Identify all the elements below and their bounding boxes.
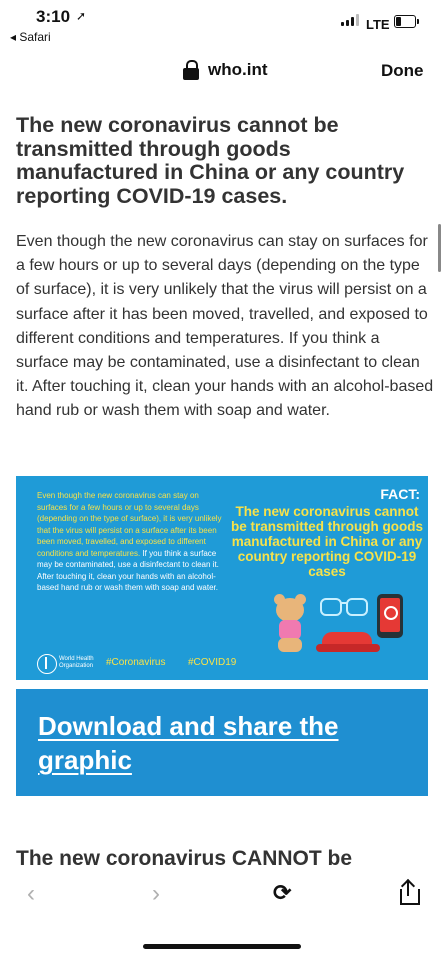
battery-icon [394, 15, 416, 28]
infographic-text-yellow: Even though the new coronavirus can stay on surfaces for a few hours or up to several days (depending on the type of surface), it is very unlikely that the virus will persist on a surface after its been been moved, travelled, and exposed to different conditions and temperatures. [37, 491, 222, 558]
infographic-image [16, 476, 428, 680]
next-section-heading: The new coronavirus CANNOT be [16, 847, 353, 870]
teddy-bear-icon [270, 594, 310, 656]
download-graphic-link[interactable]: Download and share the graphic [38, 711, 339, 775]
shoe-icon [316, 626, 380, 652]
reload-icon[interactable]: ⟳ [273, 880, 292, 905]
cellular-signal-icon [341, 14, 361, 26]
domain-label[interactable]: who.int [208, 60, 268, 79]
article-body: Even though the new coronavirus can stay on surfaces for a few hours or up to several days (depending on the type of surface), it is very unlikely that the virus will persist on a surface after it has been moved, travelled, and exposed to different conditions and temperatures. If you think a surface may be contaminated, use a disinfectant to clean it. After touching it, clean your hands with an alcohol-based hand rub or wash them with soap and water. [16, 233, 434, 420]
location-arrow-icon: ➚ [76, 9, 87, 23]
status-bar [0, 0, 444, 46]
hashtag-covid19: #COVID19 [188, 657, 237, 668]
infographic-body [37, 490, 229, 594]
web-content[interactable] [0, 96, 444, 876]
url-bar [0, 54, 444, 88]
share-icon[interactable] [398, 880, 420, 906]
network-type: LTE [366, 17, 390, 32]
forward-arrow-icon[interactable]: › [152, 880, 160, 907]
back-arrow-icon[interactable]: ‹ [27, 880, 35, 907]
download-panel [16, 689, 428, 796]
hashtag-coronavirus: #Coronavirus [106, 657, 166, 668]
lock-icon [183, 60, 199, 80]
done-button[interactable]: Done [381, 61, 424, 80]
glasses-icon [320, 594, 368, 616]
fact-text: The new coronavirus cannot be transmitted through goods manufactured in China or any country reporting COVID-19 cases [231, 504, 423, 579]
scrollbar[interactable] [438, 224, 441, 272]
clock: 3:10 [36, 7, 71, 26]
org-name: World Health Organization [59, 656, 94, 669]
browser-toolbar [0, 876, 444, 960]
infographic-text-white: If you think a surface may be contaminated, use a disinfectant to clean it. After touching it, clean your hands with an alcohol-based hand rub or wash them with soap and water. [37, 548, 219, 592]
back-to-app-link[interactable]: ◂ Safari [10, 30, 51, 44]
home-indicator[interactable] [143, 944, 301, 949]
fact-label: FACT: [380, 486, 420, 502]
who-logo-icon [37, 654, 57, 674]
article-title: The new coronavirus cannot be transmitted through goods manufactured in China or any country reporting COVID-19 cases. [16, 113, 405, 208]
smartphone-icon [377, 594, 403, 638]
